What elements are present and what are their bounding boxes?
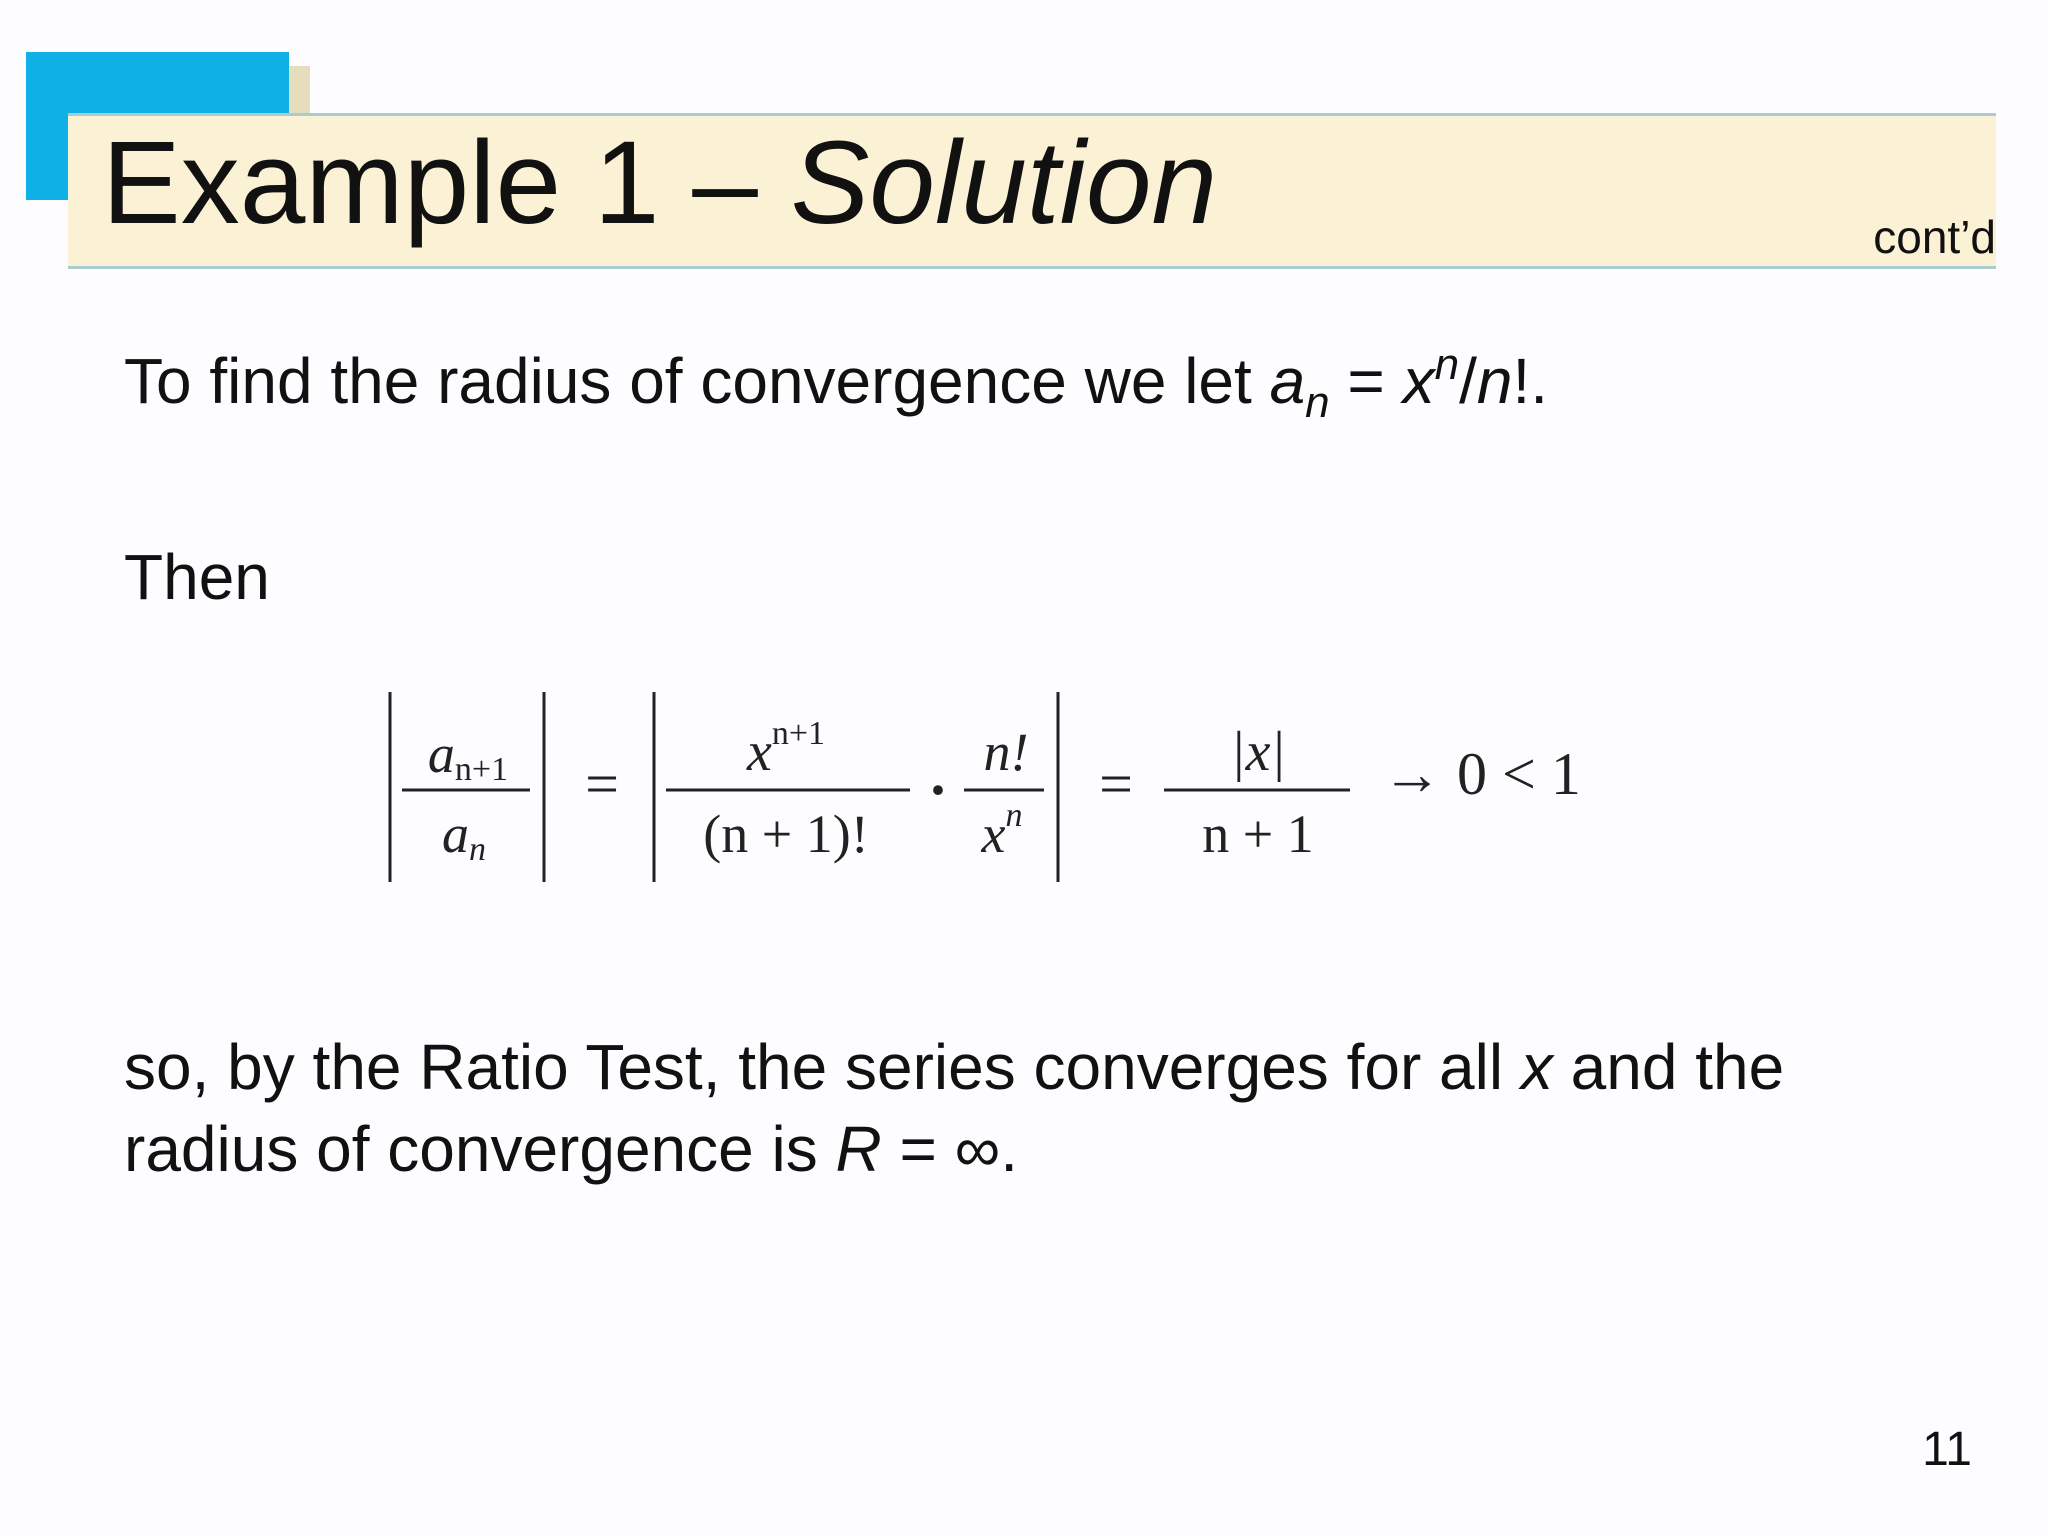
conclusion-text-3: radius of convergence is	[124, 1113, 836, 1185]
f1-denominator: (n + 1)!	[703, 804, 869, 864]
then-text: Then	[124, 541, 270, 613]
multiply-dot: ·	[927, 757, 949, 823]
equals-1: =	[585, 751, 619, 817]
slide-title	[102, 113, 1217, 253]
conclusion-paragraph	[124, 1026, 1784, 1190]
intro-text: To find the radius of convergence we let	[124, 345, 1270, 417]
var-n: n	[1476, 345, 1513, 417]
var-x-2: x	[1520, 1031, 1553, 1103]
lhs-numerator: an+1	[427, 724, 509, 788]
title-italic: Solution	[790, 117, 1218, 249]
f2-denominator: xn	[981, 797, 1023, 864]
continued-label: cont’d	[1873, 211, 1996, 263]
f1-numerator: xn+1	[746, 715, 826, 783]
sub-n: n	[1305, 378, 1330, 427]
var-x: x	[1402, 345, 1435, 417]
sup-n: n	[1434, 340, 1460, 389]
var-R: R	[835, 1113, 882, 1185]
page-number: 11	[1922, 1423, 1972, 1476]
title-main: Example 1 –	[102, 117, 791, 249]
ratio-formula	[372, 680, 1702, 900]
equals: =	[1329, 345, 1403, 417]
f3-denominator: n + 1	[1202, 804, 1314, 864]
lhs-denominator: an	[442, 804, 486, 868]
limit-statement: → 0 < 1	[1382, 741, 1581, 807]
conclusion-text-1: so, by the Ratio Test, the series converges for all	[124, 1031, 1521, 1103]
f3-numerator: |x|	[1230, 721, 1286, 783]
conclusion-text-4: = ∞.	[881, 1113, 1019, 1185]
slash: /	[1459, 345, 1477, 417]
factorial-period: !.	[1512, 345, 1548, 417]
equals-2: =	[1099, 751, 1133, 817]
conclusion-text-2: and the	[1552, 1031, 1785, 1103]
var-a: a	[1269, 345, 1306, 417]
f2-numerator: n!	[983, 722, 1029, 782]
intro-sentence	[124, 340, 1548, 444]
